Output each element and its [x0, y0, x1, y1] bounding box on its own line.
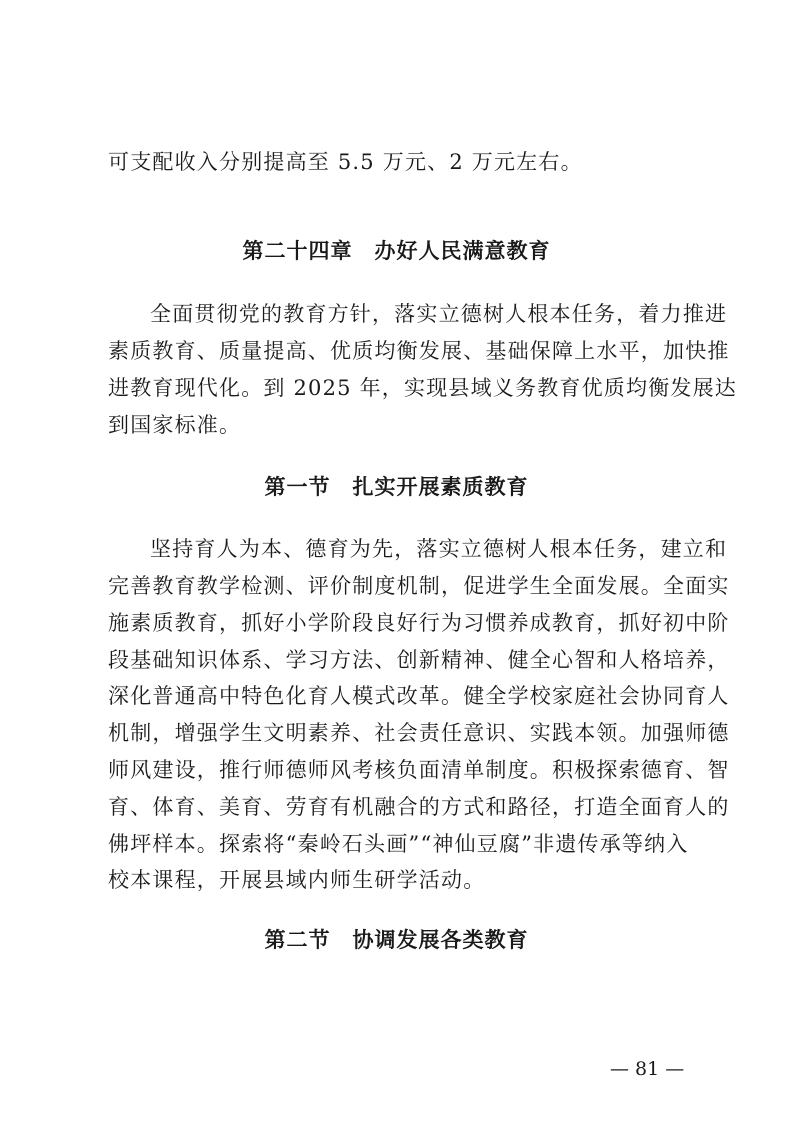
chapter-intro-line-3: 进教育现代化。到 2025 年，实现县域义务教育优质均衡发展达 [108, 376, 737, 400]
chapter-intro-line-2: 素质教育、质量提高、优质均衡发展、基础保障上水平，加快推 [108, 339, 730, 363]
section-2-title: 第二节 协调发展各类教育 [264, 928, 529, 952]
section-1-line-2: 完善教育教学检测、评价制度机制，促进学生全面发展。全面实 [108, 574, 730, 598]
section-1-line-9: 佛坪样本。探索将“秦岭石头画”“神仙豆腐”非遗传承等纳入 [108, 832, 689, 856]
section-1-line-7: 师风建设，推行师德师风考核负面清单制度。积极探索德育、智 [108, 758, 730, 782]
section-1-line-5: 深化普通高中特色化育人模式改革。健全学校家庭社会协同育人 [108, 684, 730, 708]
section-1-line-6: 机制，增强学生文明素养、社会责任意识、实践本领。加强师德 [108, 721, 730, 745]
section-1-line-3: 施素质教育，抓好小学阶段良好行为习惯养成教育，抓好初中阶 [108, 611, 730, 635]
section-1-title: 第一节 扎实开展素质教育 [264, 475, 529, 499]
section-1-line-10: 校本课程，开展县域内师生研学活动。 [108, 868, 486, 892]
continuation-line: 可支配收入分别提高至 5.5 万元、2 万元左右。 [108, 150, 583, 174]
section-1-line-1: 坚持育人为本、德育为先，落实立德树人根本任务，建立和 [150, 537, 728, 561]
section-1-line-4: 段基础知识体系、学习方法、创新精神、健全心智和人格培养， [108, 648, 730, 672]
page-number: — 81 — [610, 1058, 685, 1080]
chapter-intro-line-4: 到国家标准。 [108, 413, 242, 437]
section-1-line-8: 育、体育、美育、劳育有机融合的方式和路径，打造全面育人的 [108, 795, 730, 819]
chapter-title: 第二十四章 办好人民满意教育 [242, 239, 551, 263]
chapter-intro-line-1: 全面贯彻党的教育方针，落实立德树人根本任务，着力推进 [150, 302, 728, 326]
